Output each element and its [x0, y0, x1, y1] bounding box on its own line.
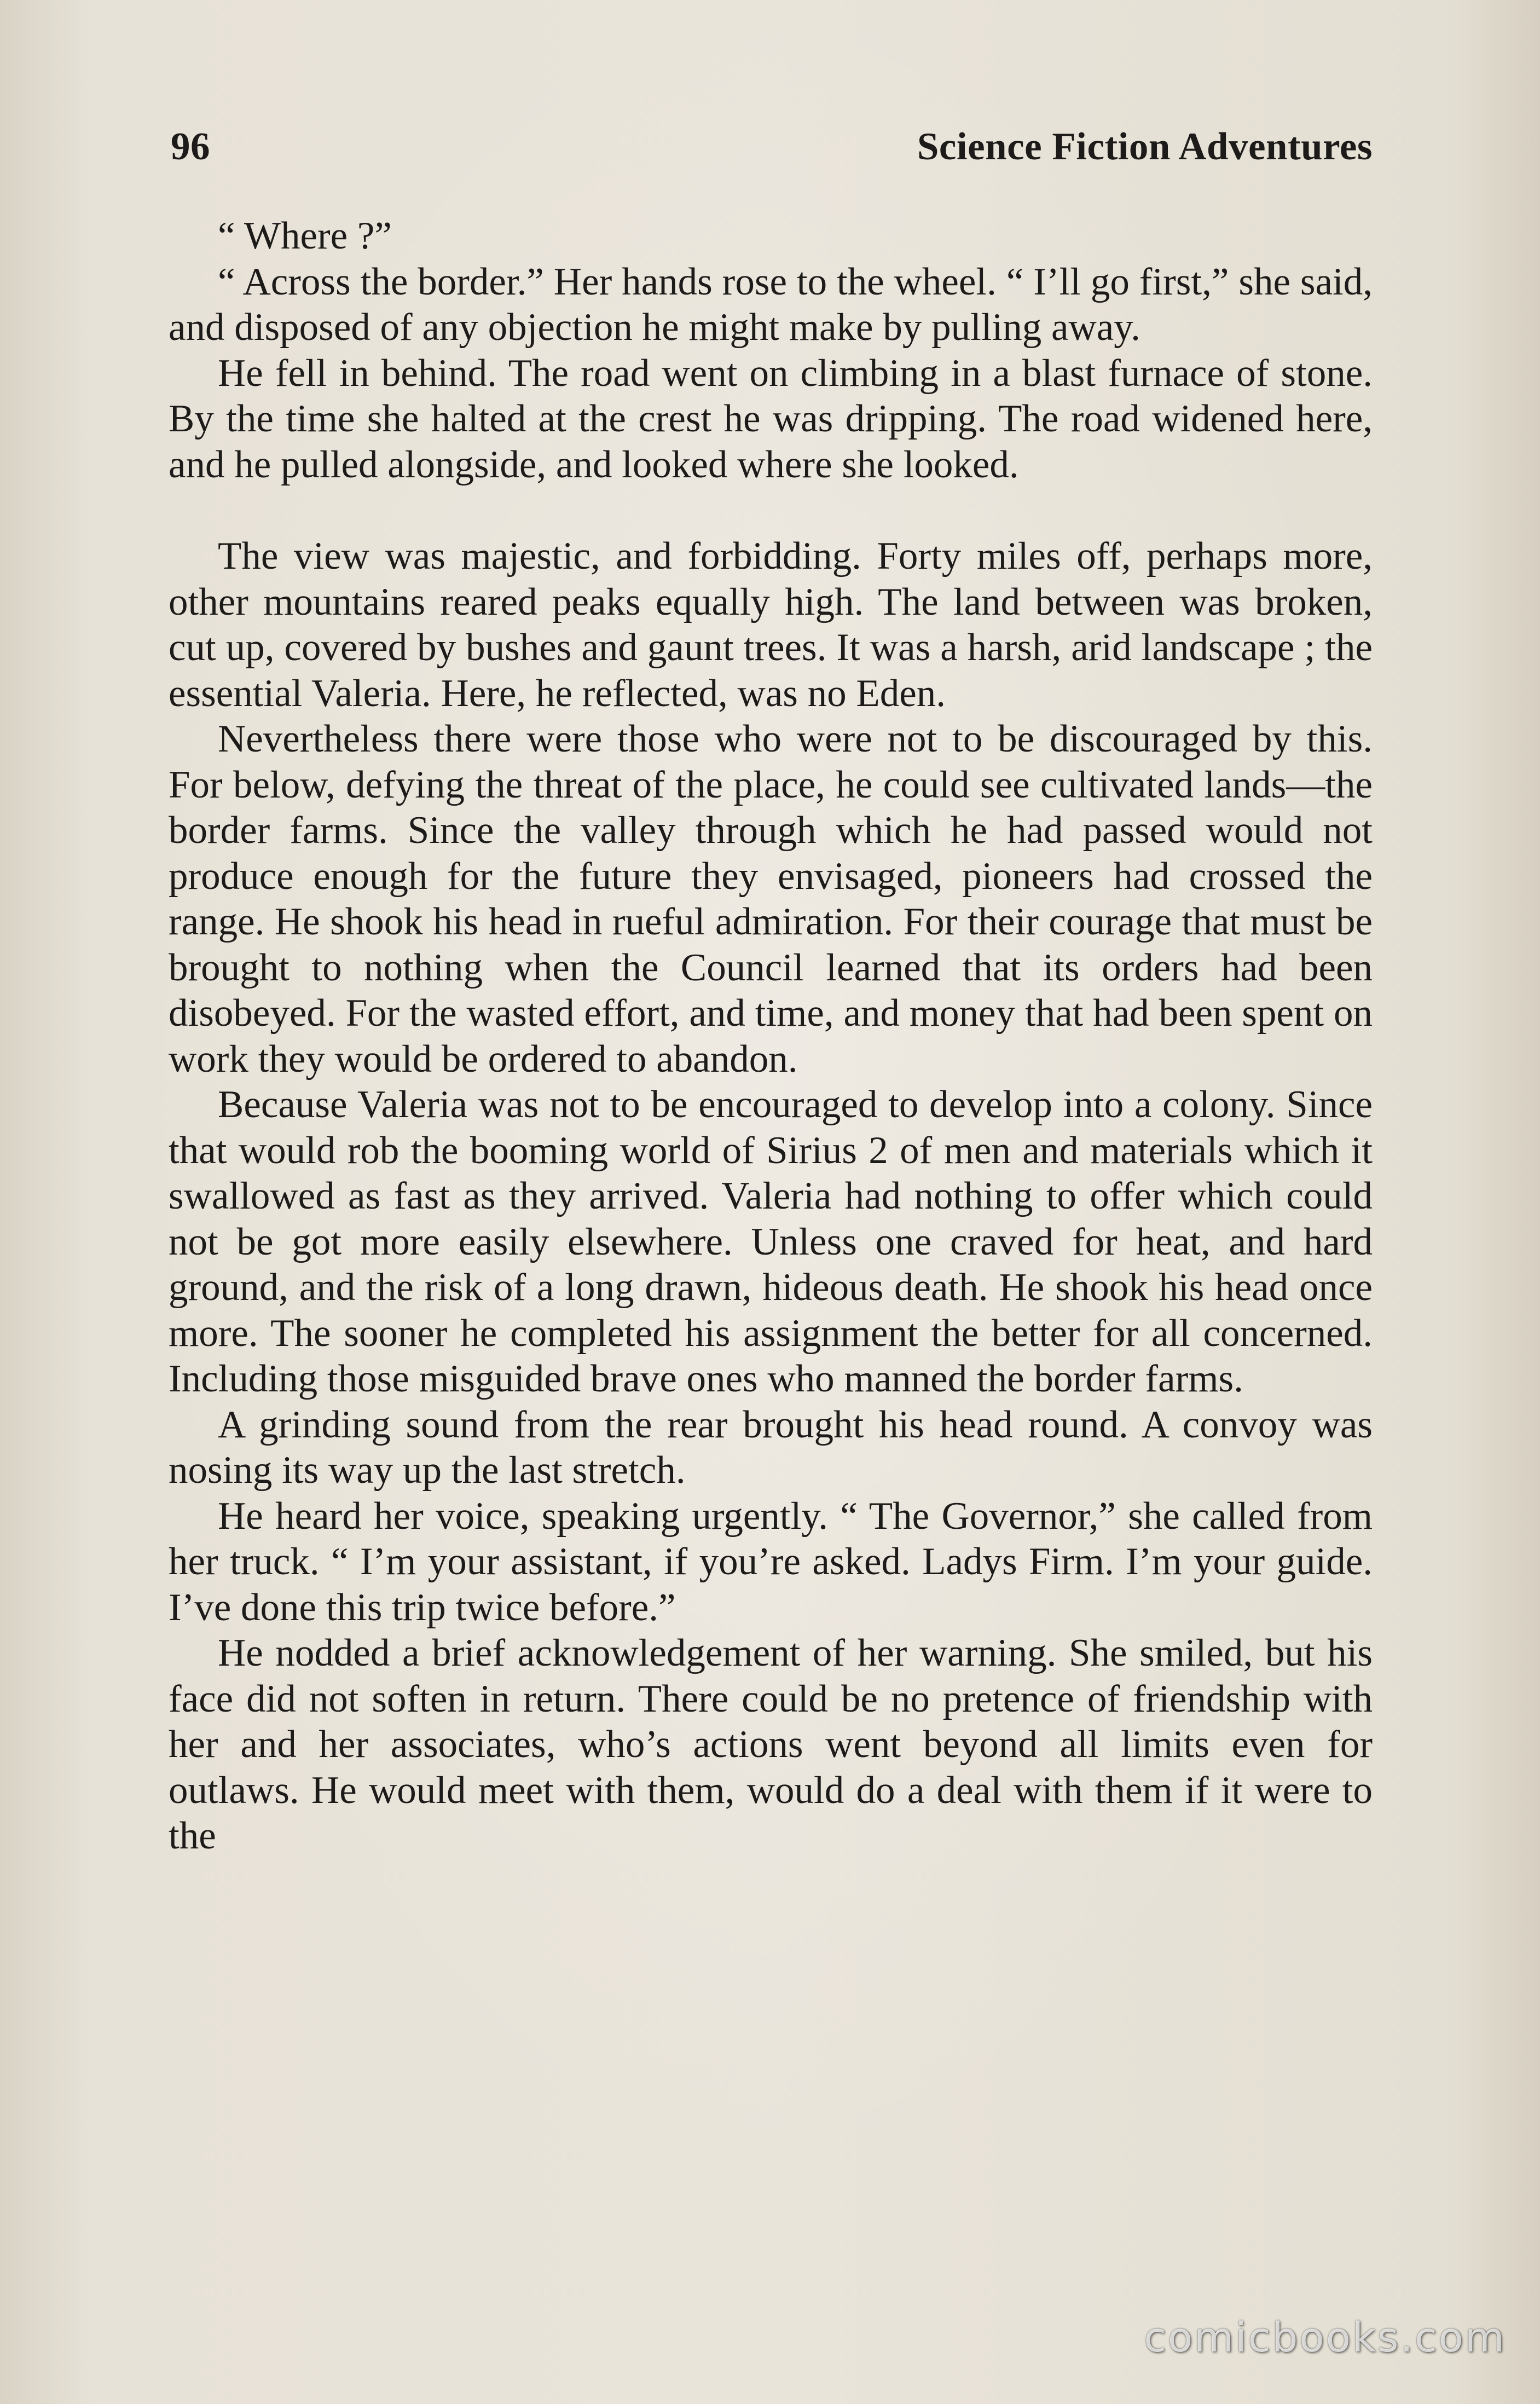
paragraph-6: Because Valeria was not to be encouraged to develop into a colony. Since that would rob the booming world of Sirius 2 of men and materials which it swallowed as fast as they arrived. Valeria had nothing to offer which could not be got more easily elsewhere. Unless one craved for heat, and hard ground, and the risk of a long drawn, hideous death. He shook his head once more. The sooner he completed his assignment the better for all concerned. Including those misguided brave ones who manned the border farms. [169, 1083, 1373, 1400]
paragraph-7: A grinding sound from the rear brought his head round. A convoy was nosing its way up the last stretch. [169, 1403, 1373, 1492]
paragraph-3: He fell in behind. The road went on climbing in a blast furnace of stone. By the time she halted at the crest he was dripping. The road widened here, and he pulled alongside, and looked where she looked. [169, 351, 1373, 486]
page-number: 96 [171, 125, 210, 168]
paragraph-2: “ Across the border.” Her hands rose to the wheel. “ I’ll go first,” she said, and disposed of any objection he might make by pulling away. [169, 260, 1373, 349]
paragraph-5: Nevertheless there were those who were not to be discouraged by this. For below, defying the threat of the place, he could see cultivated lands—the border farms. Since the valley through which he had passed would not produce enough for the future they envisaged, pioneers had crossed the range. He shook his head in rueful admiration. For their courage that must be brought to nothing when the Council learned that its orders had been disobeyed. For the wasted effort, and time, and money that had been spent on work they would be ordered to abandon. [169, 718, 1373, 1080]
paragraph-4: The view was majestic, and forbidding. Forty miles off, perhaps more, other mountains reared peaks equally high. The land between was broken, cut up, covered by bushes and gaunt trees. It was a harsh, arid landscape ; the essential Valeria. Here, he reflected, was no Eden. [169, 535, 1373, 715]
section-break [169, 488, 1373, 534]
watermark: comicbooks.com [1144, 2314, 1506, 2361]
page-header [171, 125, 1373, 177]
running-title: Science Fiction Adventures [917, 125, 1373, 168]
paragraph-1: “ Where ?” [218, 215, 392, 257]
paragraph-9: He nodded a brief acknowledgement of her warning. She smiled, but his face did not soften in return. There could be no pretence of friendship with her and her associates, who’s actions went beyond all limits even for outlaws. He would meet with them, would do a deal with them if it were to the [169, 1632, 1373, 1857]
paragraph-8: He heard her voice, speaking urgently. “ The Governor,” she called from her truck. “ I’m your assistant, if you’re asked. Ladys Firm. I’m your guide. I’ve done this trip twice before.” [169, 1494, 1373, 1629]
body-text [169, 213, 1373, 1859]
